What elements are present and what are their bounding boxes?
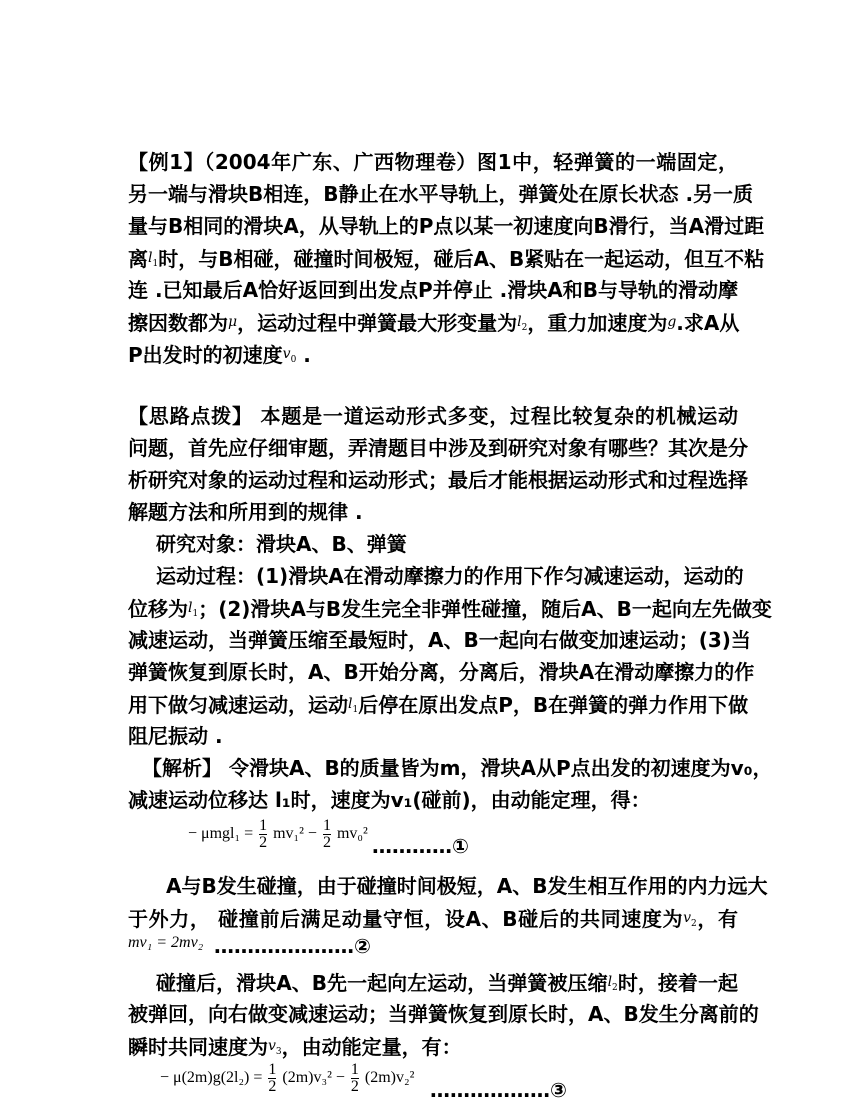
equation-1-marker: …………① xyxy=(372,834,469,858)
fraction-half: $\frac{1}{2}$ xyxy=(350,1061,359,1095)
research-object: 研究对象：滑块A、B、弹簧 xyxy=(156,532,407,556)
solution-line-1: 【解析】 令滑块A、B的质量皆为m，滑块A从P点出发的初速度为v₀， xyxy=(142,756,773,780)
process-line-3: 减速运动，当弹簧压缩至最短时，A、B一起向右做变加速运动；(3)当 xyxy=(128,628,751,652)
process-line-1: 运动过程：(1)滑块A在滑动摩擦力的作用下作匀减速运动，运动的 xyxy=(156,564,744,588)
after-collision-line-3: 瞬时共同速度为$^{v_3}$，由动能定量，有： xyxy=(128,1035,462,1059)
fraction-half: $\frac{1}{2}$ xyxy=(322,817,331,851)
hint-line-3: 析研究对象的运动过程和运动形式；最后才能根据运动形式和过程选择 xyxy=(128,468,748,492)
symbol-g: g xyxy=(667,314,677,330)
example-line-7: P出发时的初速度$^{v_0}$ . xyxy=(128,343,311,367)
hint-line-1: 【思路点拨】 本题是一道运动形式多变，过程比较复杂的机械运动 xyxy=(128,404,738,428)
symbol-l2: l2 xyxy=(607,974,618,993)
symbol-l1: l1 xyxy=(188,600,199,619)
collision-line-2: 于外力， 碰撞前后满足动量守恒，设A、B碰后的共同速度为$^{v_2}$，有 xyxy=(128,907,739,931)
hint-line-2: 问题，首先应仔细审题，弄清题目中涉及到研究对象有哪些？其次是分 xyxy=(128,436,748,460)
hint-line-4: 解题方法和所用到的规律 . xyxy=(128,500,363,524)
example-line-2: 另一端与滑块B相连，B静止在水平导轨上，弹簧处在原长状态 .另一质 xyxy=(128,182,754,206)
example-line-6: 擦因数都为$^\mu$，运动过程中弹簧最大形变量为$^{l_2}$，重力加速度为$^g$.求A从 xyxy=(128,311,740,335)
equation-3: − μ(2m)g(2l₂) = $\frac{1}{2}$ (2m)v₃² − $\frac{1}{2}$ (2m)v₂² xyxy=(160,1061,415,1095)
process-line-6: 阻尼振动 . xyxy=(128,724,223,748)
symbol-l1: l1 xyxy=(348,696,359,715)
process-line-5: 用下做匀减速运动，运动$^{l_1}$后停在原出发点P，B在弹簧的弹力作用下做 xyxy=(128,693,749,717)
equation-2: mv₁ = 2mv₂ xyxy=(128,934,204,951)
example-line-4: 离$^{l_1}$时，与B相碰，碰撞时间极短，碰后A、B紧贴在一起运动，但互不粘 xyxy=(128,247,765,271)
symbol-mu: μ xyxy=(228,314,238,330)
solution-line-2: 减速运动位移达 l₁时，速度为v₁(碰前)，由动能定理，得： xyxy=(128,788,651,812)
symbol-v0: v0 xyxy=(282,346,297,365)
process-line-4: 弹簧恢复到原长时，A、B开始分离，分离后，滑块A在滑动摩擦力的作 xyxy=(128,660,755,684)
symbol-l1: l1 xyxy=(148,250,159,269)
symbol-v3: v3 xyxy=(268,1038,282,1057)
after-collision-line-2: 被弹回，向右做变减速运动；当弹簧恢复到原长时，A、B发生分离前的 xyxy=(128,1002,759,1026)
example-line-5: 连 .已知最后A恰好返回到出发点P并停止 .滑块A和B与导轨的滑动摩 xyxy=(128,278,738,302)
symbol-v2: v2 xyxy=(683,910,697,929)
example-line-1: 【例1】（2004年广东、广西物理卷）图1中，轻弹簧的一端固定， xyxy=(128,150,738,174)
equation-2-marker: …………………② xyxy=(214,934,371,958)
equation-1: − μmgl₁ = $\frac{1}{2}$ mv₁² − $\frac{1}{2}$ mv₀² xyxy=(188,817,368,851)
fraction-half: $\frac{1}{2}$ xyxy=(259,817,268,851)
example-line-3: 量与B相同的滑块A，从导轨上的P点以某一初速度向B滑行，当A滑过距 xyxy=(128,214,765,238)
collision-line-1: A与B发生碰撞，由于碰撞时间极短，A、B发生相互作用的内力远大 xyxy=(166,874,768,898)
after-collision-line-1: 碰撞后，滑块A、B先一起向左运动，当弹簧被压缩$^{l_2}$时，接着一起 xyxy=(156,971,738,995)
fraction-half: $\frac{1}{2}$ xyxy=(268,1061,277,1095)
symbol-l2: l2 xyxy=(517,314,528,333)
process-line-2: 位移为$^{l_1}$；(2)滑块A与B发生完全非弹性碰撞，随后A、B一起向左先做变 xyxy=(128,597,772,621)
equation-3-marker: ………………③ xyxy=(430,1078,567,1102)
